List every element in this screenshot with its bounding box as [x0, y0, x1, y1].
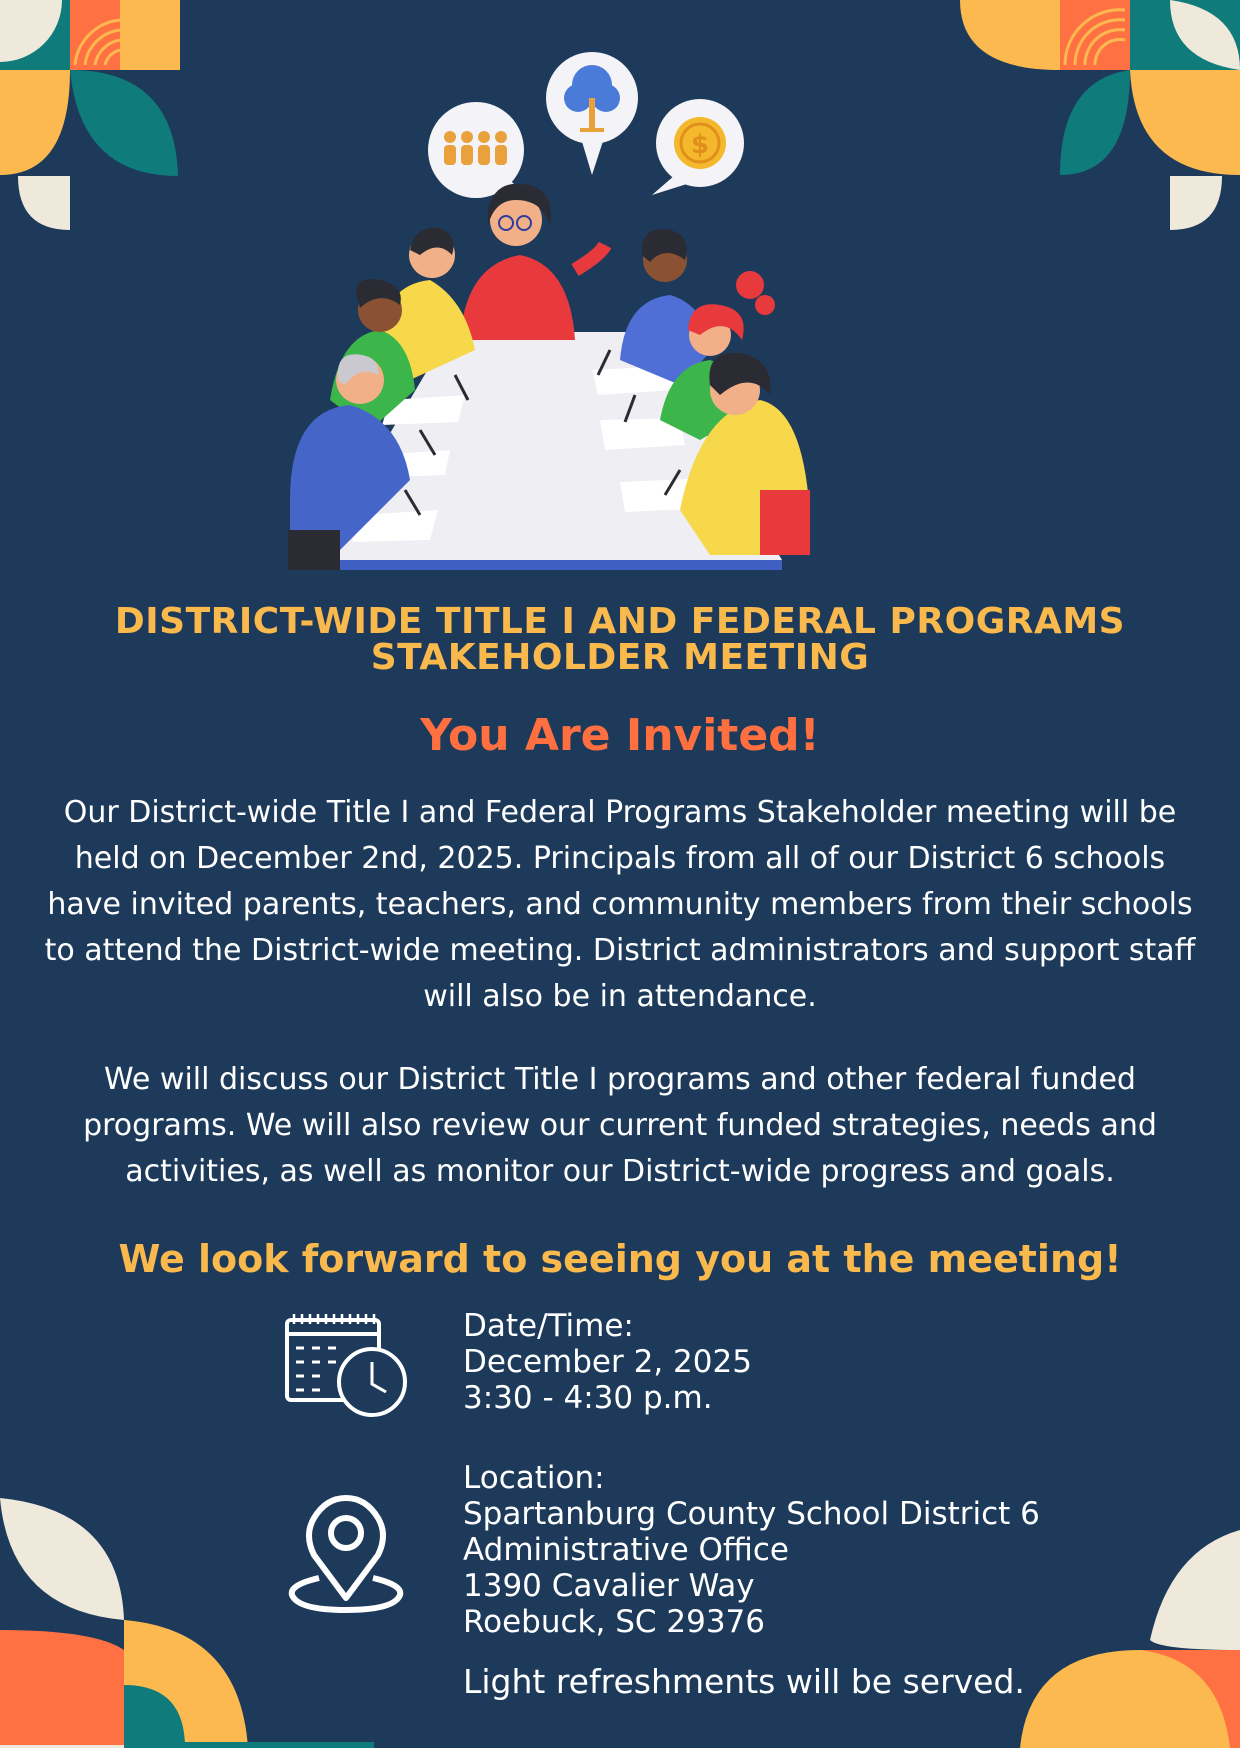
- datetime-label: Date/Time:: [463, 1308, 634, 1344]
- corner-decoration-top-right: [960, 0, 1240, 230]
- map-pin-icon: [284, 1490, 409, 1615]
- meeting-date: December 2, 2025: [463, 1344, 752, 1380]
- datetime-block: [463, 1308, 752, 1416]
- corner-decoration-bottom-right: [1020, 1530, 1240, 1748]
- dollar-coin-icon: [652, 99, 744, 195]
- location-label: Location:: [463, 1460, 605, 1496]
- location-line-4: Roebuck, SC 29376: [463, 1604, 766, 1640]
- svg-text:$: $: [690, 130, 710, 160]
- refreshments-note: Light refreshments will be served.: [463, 1662, 1025, 1701]
- closing-message: We look forward to seeing you at the meeting!: [118, 1237, 1122, 1281]
- location-line-2: Administrative Office: [463, 1532, 789, 1568]
- corner-decoration-top-left: [0, 0, 180, 230]
- location-line-1: Spartanburg County School District 6: [463, 1496, 1040, 1532]
- agenda-paragraph: We will discuss our District Title I programs and other federal funded programs. We will also review our current funded strategies, needs and activities, as well as monitor our District-wide progress and goals.: [83, 1062, 1157, 1189]
- calendar-clock-icon: [284, 1312, 409, 1422]
- intro-paragraph: Our District-wide Title I and Federal Programs Stakeholder meeting will be held on December 2nd, 2025. Principals from all of our District 6 schools have invited parents, teachers, and community members from their schools to attend the District-wide meeting. District administrators and support staff will also be in attendance.: [44, 795, 1196, 1014]
- tree-icon: [546, 52, 638, 175]
- location-block: [463, 1460, 1040, 1640]
- title-line-1: DISTRICT-WIDE TITLE I AND FEDERAL PROGRAMS: [114, 601, 1126, 642]
- location-line-3: 1390 Cavalier Way: [463, 1568, 755, 1604]
- meeting-illustration: [280, 50, 920, 580]
- meeting-time: 3:30 - 4:30 p.m.: [463, 1380, 713, 1416]
- title-line-2: STAKEHOLDER MEETING: [370, 637, 870, 678]
- invitation-heading: You Are Invited!: [420, 710, 820, 761]
- page-title: [40, 601, 1200, 678]
